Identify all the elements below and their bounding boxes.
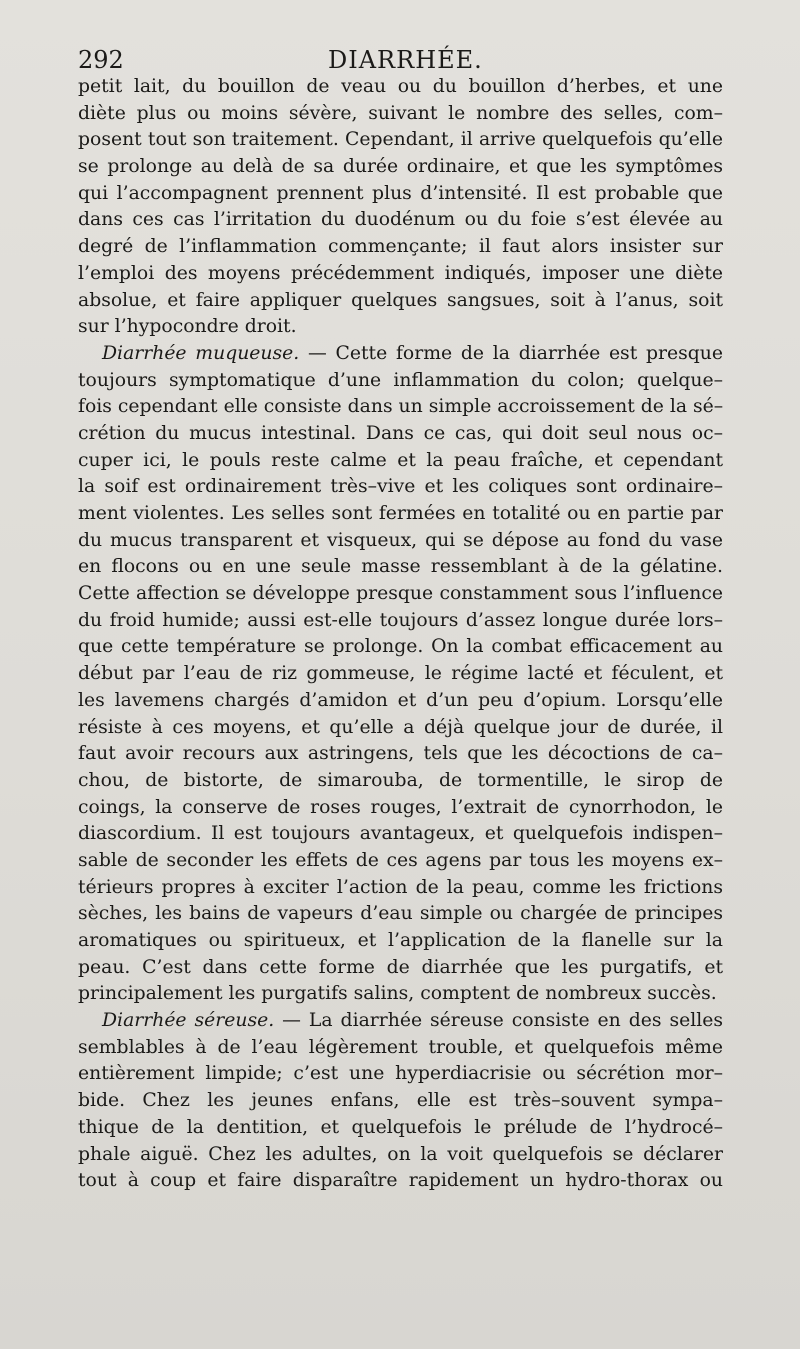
text-line: se prolonge au delà de sa durée ordinaire, et que les symptômes [78,156,723,178]
text-line: début par l’eau de riz gommeuse, le régime lacté et féculent, et [78,663,723,685]
text-line: fois cependant elle consiste dans un simple accroissement de la sé– [78,396,724,418]
text-line: coings, la conserve de roses rouges, l’extrait de cynorrhodon, le [78,796,723,818]
section-heading: Diarrhée muqueuse. [102,342,300,364]
text-line: aromatiques ou spiritueux, et l’application de la flanelle sur la [78,930,723,951]
text-line: cuper ici, le pouls reste calme et la peau fraîche, et cependant [78,449,723,471]
text-line: petit lait, du bouillon de veau ou du bouillon d’herbes, et une [78,76,723,97]
text-line: bide. Chez les jeunes enfans, elle est très–souvent sympa– [78,1090,723,1112]
text-line: dans ces cas l’irritation du duodénum ou du foie s’est élevée au [78,209,723,231]
text-line: du froid humide; aussi est-elle toujours d’assez longue durée lors– [78,609,723,631]
line-text: — Cette forme de la diarrhée est presque [299,342,723,364]
text-line: Cette affection se développe presque constamment sous l’influence [78,583,723,605]
text-line: phale aiguë. Chez les adultes, on la voit quelquefois se déclarer [78,1143,723,1165]
text-line: semblables à de l’eau légèrement trouble, et quelquefois même [78,1036,723,1058]
text-line: térieurs propres à exciter l’action de la peau, comme les frictions [78,876,723,898]
text-line: thique de la dentition, et quelquefois le prélude de l’hydrocé– [78,1116,723,1138]
running-title: DIARRHÉE. [328,46,483,74]
text-line: toujours symptomatique d’une inflammation du colon; quelque– [78,369,723,391]
paragraph [78,1008,723,1195]
text-line: ment violentes. Les selles sont fermées en totalité ou en partie par [78,503,723,524]
text-line: la soif est ordinairement très–vive et les coliques sont ordinaire– [78,476,723,498]
text-line: que cette température se prolonge. On la combat efficacement au [78,636,723,658]
text-line: tout à coup et faire disparaître rapidement un hydro-thorax ou [78,1170,723,1192]
text-line: en flocons ou en une seule masse ressemblant à de la gélatine. [78,556,723,578]
text-line: sur l’hypocondre droit. [78,316,297,338]
paragraph [78,341,723,1008]
text-line: faut avoir recours aux astringens, tels que les décoctions de ca– [78,743,723,765]
text-line: crétion du mucus intestinal. Dans ce cas, qui doit seul nous oc– [78,422,723,444]
text-line: diète plus ou moins sévère, suivant le nombre des selles, com– [78,102,723,124]
text-line: les lavemens chargés d’amidon et d’un peu d’opium. Lorsqu’elle [78,689,723,711]
text-line: entièrement limpide; c’est une hyperdiacrisie ou sécrétion mor– [78,1063,723,1085]
text-line: degré de l’inflammation commençante; il faut alors insister sur [78,236,723,258]
page-number: 292 [78,46,124,74]
section-heading: Diarrhée séreuse. [102,1010,275,1032]
text-line: principalement les purgatifs salins, comptent de nombreux succès. [78,983,717,1005]
body-text [78,74,723,1195]
text-line: peau. C’est dans cette forme de diarrhée que les purgatifs, et [78,956,723,978]
text-line: chou, de bistorte, de simarouba, de tormentille, le sirop de [78,769,723,791]
line-text: — La diarrhée séreuse consiste en des selles [274,1010,723,1032]
text-line [78,1008,723,1035]
text-line: du mucus transparent et visqueux, qui se dépose au fond du vase [78,529,723,551]
text-line: sable de seconder les effets de ces agens par tous les moyens ex– [78,849,723,871]
text-line: sèches, les bains de vapeurs d’eau simple ou chargée de principes [78,903,723,925]
paragraph [78,74,723,341]
text-line [78,341,723,368]
text-line: posent tout son traitement. Cependant, il arrive quelquefois qu’elle [78,129,723,151]
text-line: l’emploi des moyens précédemment indiqués, imposer une diète [78,262,723,284]
text-line: diascordium. Il est toujours avantageux, et quelquefois indispen– [78,823,723,845]
text-line: absolue, et faire appliquer quelques sangsues, soit à l’anus, soit [78,289,723,311]
text-line: résiste à ces moyens, et qu’elle a déjà quelque jour de durée, il [78,716,723,738]
text-line: qui l’accompagnent prennent plus d’intensité. Il est probable que [78,182,723,204]
